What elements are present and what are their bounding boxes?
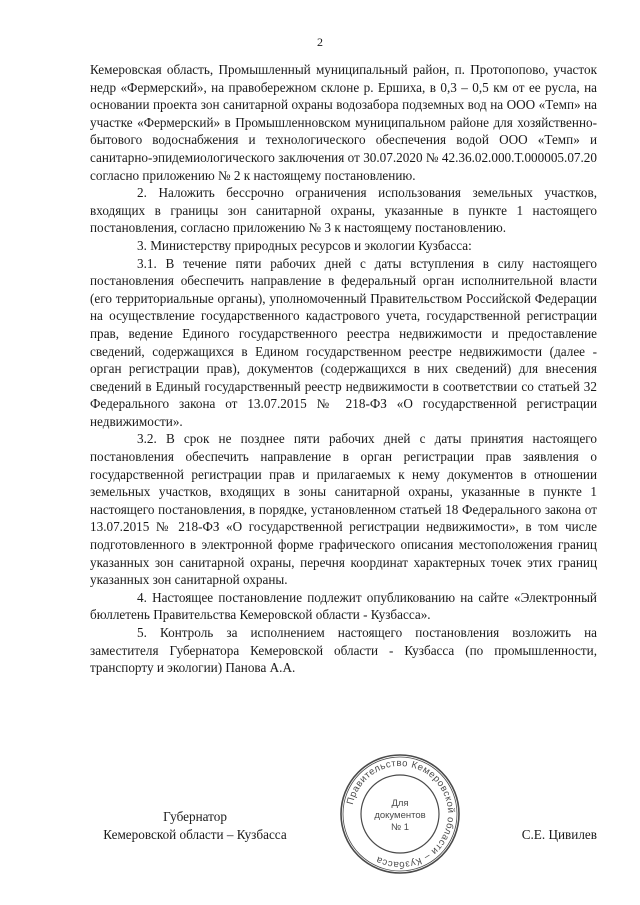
paragraph: 4. Настоящее постановление подлежит опубликованию на сайте «Электронный бюллетень Правительства Кемеровской области - Кузбасса». [90, 589, 597, 623]
page-number: 2 [317, 35, 323, 49]
signatory-title-line: Губернатор [163, 809, 227, 824]
paragraph: 3. Министерству природных ресурсов и экологии Кузбасса: [137, 237, 472, 253]
signatory-title [90, 808, 300, 843]
signatory-title-line: Кемеровской области – Кузбасса [103, 826, 287, 842]
paragraph: Кемеровская область, Промышленный муниципальный район, п. Протопопово, участок недр «Фермерский», на правобережном склоне р. Ершиха, в 0,3 – 0,5 км от ее русла, на основании проекта зон санитарной охраны водозабора подземных вод на ООО «Темп» на участке «Фермерский» в Промышленновском муниципальном районе для хозяйственно-бытового водоснабжения и технологического обеспечения водой ООО «Темп» и санитарно-эпидемиологического заключения от 30.07.2020 № 42.36.02.000.Т.000005.07.20 согласно приложению № 2 к настоящему постановлению. [90, 62, 597, 183]
paragraph: 3.1. В течение пяти рабочих дней с даты вступления в силу настоящего постановления обеспечить направление в федеральный орган исполнительной власти (его территориальные органы), уполномоченный Правительством Российской Федерации на осуществление государственного кадастрового учета, государственной регистрации прав, ведение Единого государственного реестра недвижимости и предоставление сведений, содержащихся в Едином государственном реестре недвижимости (далее - орган регистрации прав), документов (содержащихся в них сведений) для внесения сведений в Единый государственный реестр недвижимости в соответствии со статьей 32 Федерального закона от 13.07.2015 № 218-ФЗ «О государственной регистрации недвижимости». [90, 255, 597, 429]
stamp-seal-icon [338, 752, 462, 876]
svg-text:Для: Для [391, 798, 409, 809]
signatory-name: С.Е. Цивилев [521, 826, 597, 842]
svg-text:документов: документов [374, 810, 426, 821]
svg-text:Правительство Кемеровской обла: Правительство Кемеровской области – Кузбасса [344, 757, 457, 871]
document-body [90, 61, 597, 677]
svg-text:№ 1: № 1 [390, 822, 410, 833]
paragraph: 5. Контроль за исполнением настоящего постановления возложить на заместителя Губернатора Кемеровской области - Кузбасса (по промышленности, транспорту и экологии) Панова А.А. [90, 625, 597, 676]
paragraph: 2. Наложить бессрочно ограничения использования земельных участков, входящих в границы зон санитарной охраны, указанные в пункте 1 настоящего постановления, согласно приложению № 3 к настоящему постановлению. [90, 185, 597, 236]
official-stamp [338, 752, 462, 876]
paragraph: 3.2. В срок не позднее пяти рабочих дней с даты принятия настоящего постановления обеспечить направление в орган регистрации прав заявления о государственной регистрации прав и прилагаемых к нему документов в отношении земельных участков, входящих в зоны санитарной охраны, указанные в пункте 1 настоящего постановления, в порядке, установленном статьей 18 Федерального закона от 13.07.2015 № 218-ФЗ «О государственной регистрации недвижимости», в том числе подготовленного в электронной форме графического описания местоположения границ указанных зон санитарной охраны, перечня координат характерных точек этих границ указанных зон санитарной охраны. [90, 431, 597, 588]
